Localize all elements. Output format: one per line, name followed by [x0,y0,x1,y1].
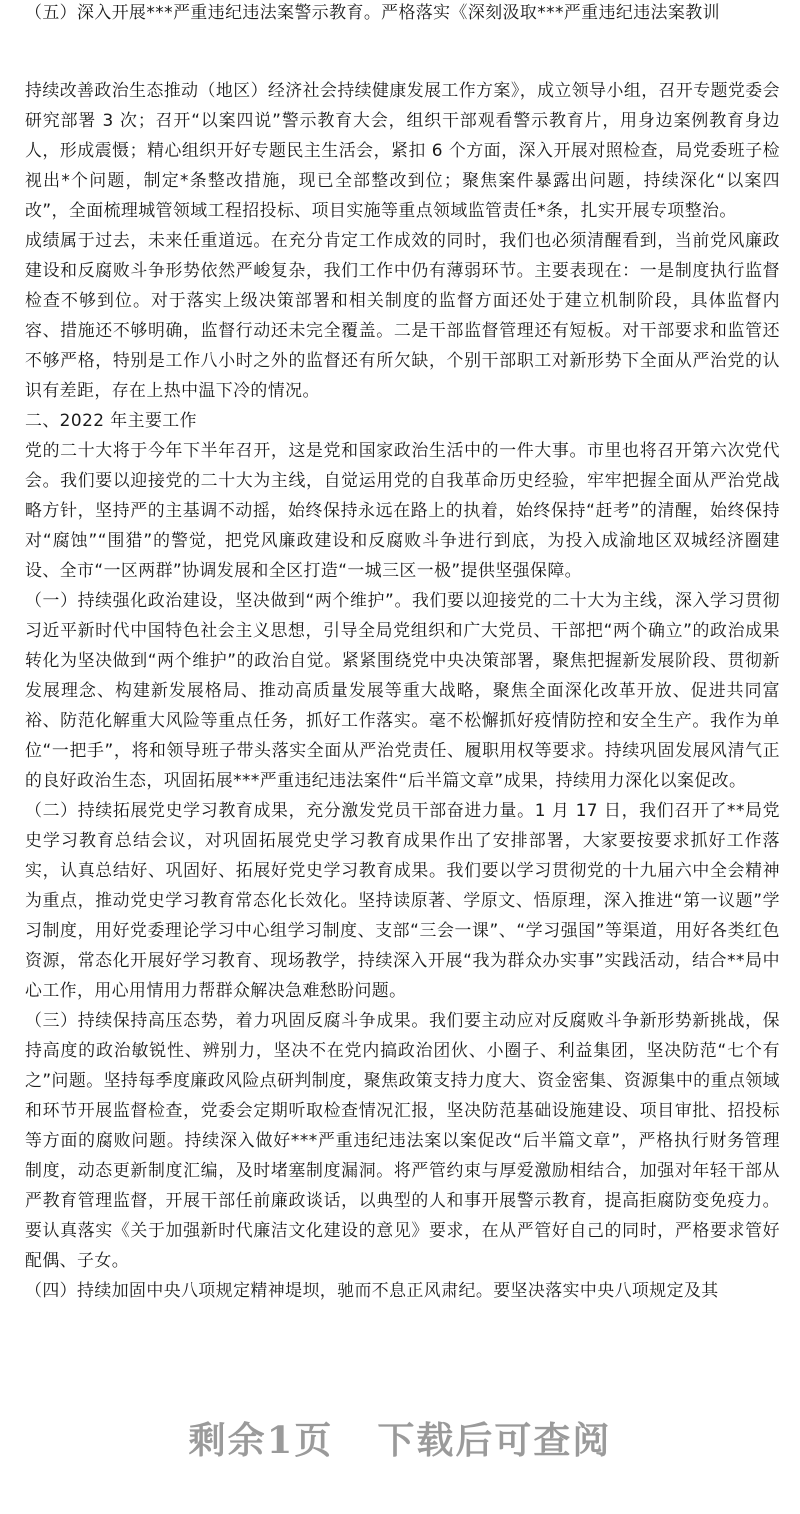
paragraph-item-4-eight-rules: （四）持续加固中央八项规定精神堤坝，驰而不息正风肃纪。要坚决落实中央八项规定及其 [25,1280,719,1300]
document-body [25,75,780,1305]
download-to-view-text: 下载后可查阅 [377,1418,612,1462]
paragraph-item-1-political-building: （一）持续强化政治建设，坚决做到“两个维护”。我们要以迎接党的二十大为主线，深入学习贯彻习近平新时代中国特色社会主义思想，引导全局党组织和广大党员、干部把“两个确立”的政治成果转化为坚决做到“两个维护”的政治自觉。紧紧围绕党中央决策部署，聚焦把握新发展阶段、贯彻新发展理念、构建新发展格局、推动高质量发展等重大战略，聚焦全面深化改革开放、促进共同富裕、防范化解重大风险等重点任务，抓好工作落实。毫不松懈抓好疫情防控和安全生产。我作为单位“一把手”，将和领导班子带头落实全面从严治党责任、履职用权等要求。持续巩固发展风清气正的良好政治生态，巩固拓展***严重违纪违法案件“后半篇文章”成果，持续用力深化以案促改。 [25,590,780,790]
top-fragment-line: （五）深入开展***严重违纪违法案警示教育。严格落实《深刻汲取***严重违纪违法案教训 [25,2,720,22]
download-prompt-banner[interactable] [0,1410,800,1470]
paragraph-work-plan-continued: 持续改善政治生态推动（地区）经济社会持续健康发展工作方案》，成立领导小组，召开专题党委会研究部署 3 次；召开“以案四说”警示教育大会，组织干部观看警示教育片，用身边案例教育身边人，形成震慑；精心组织开好专题民主生活会，紧扣 6 个方面，深入开展对照检查，局党委班子检视出*个问题，制定*条整改措施，现已全部整改到位；聚焦案件暴露出问题，持续深化“以案四改”，全面梳理城管领域工程招投标、项目实施等重点领域监管责任*条，扎实开展专项整治。 [25,80,780,220]
remaining-pages-text: 剩余1页 [188,1418,334,1462]
paragraph-item-2-party-history: （二）持续拓展党史学习教育成果，充分激发党员干部奋进力量。1 月 17 日，我们召开了**局党史学习教育总结会议，对巩固拓展党史学习教育成果作出了安排部署，大家要按要求抓好工作落实，认真总结好、巩固好、拓展好党史学习教育成果。我们要以学习贯彻党的十九届六中全会精神为重点，推动党史学习教育常态化长效化。坚持读原著、学原文、悟原理，深入推进“第一议题”学习制度，用好党委理论学习中心组学习制度、支部“三会一课”、“学习强国”等渠道，用好各类红色资源，常态化开展好学习教育、现场教学，持续深入开展“我为群众办实事”实践活动，结合**局中心工作，用心用情用力帮群众解决急难愁盼问题。 [25,800,780,1000]
paragraph-item-3-anticorruption: （三）持续保持高压态势，着力巩固反腐斗争成果。我们要主动应对反腐败斗争新形势新挑战，保持高度的政治敏锐性、辨别力，坚决不在党内搞政治团伙、小圈子、利益集团，坚决防范“七个有之”问题。坚持每季度廉政风险点研判制度，聚焦政策支持力度大、资金密集、资源集中的重点领域和环节开展监督检查，党委会定期听取检查情况汇报，坚决防范基础设施建设、项目审批、招投标等方面的腐败问题。持续深入做好***严重违纪违法案以案促改“后半篇文章”，严格执行财务管理制度，动态更新制度汇编，及时堵塞制度漏洞。将严管约束与厚爱激励相结合，加强对年轻干部从严教育管理监督，开展干部任前廉政谈话，以典型的人和事开展警示教育，提高拒腐防变免疫力。要认真落实《关于加强新时代廉洁文化建设的意见》要求，在从严管好自己的同时，严格要求管好配偶、子女。 [25,1010,780,1270]
paragraph-twentieth-congress: 党的二十大将于今年下半年召开，这是党和国家政治生活中的一件大事。市里也将召开第六次党代会。我们要以迎接党的二十大为主线，自觉运用党的自我革命历史经验，牢牢把握全面从严治党战略方针，坚持严的主基调不动摇，始终保持永远在路上的执着，始终保持“赶考”的清醒，始终保持对“腐蚀”“围猎”的警觉，把党风廉政建设和反腐败斗争进行到底，为投入成渝地区双城经济圈建设、全市“一区两群”协调发展和全区打造“一城三区一极”提供坚强保障。 [25,440,780,580]
section-heading-2022-work: 二、2022 年主要工作 [25,410,197,430]
paragraph-shortcomings: 成绩属于过去，未来任重道远。在充分肯定工作成效的同时，我们也必须清醒看到，当前党风廉政建设和反腐败斗争形势依然严峻复杂，我们工作中仍有薄弱环节。主要表现在：一是制度执行监督检查不够到位。对于落实上级决策部署和相关制度的监督方面还处于建立机制阶段，具体监督内容、措施还不够明确，监督行动还未完全覆盖。二是干部监督管理还有短板。对干部要求和监管还不够严格，特别是工作八小时之外的监督还有所欠缺，个别干部职工对新形势下全面从严治党的认识有差距，存在上热中温下冷的情况。 [25,230,780,400]
